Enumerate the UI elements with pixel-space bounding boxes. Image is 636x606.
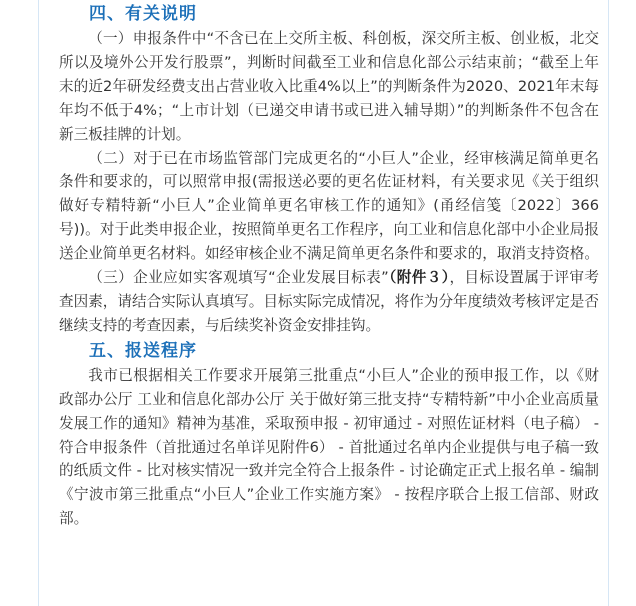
paragraph-notes-3-rest: ，目标设置属于评审考查因素，请结合实际认真填写。目标实际完成情况，将作为分年度绩效考核评定是否继续支持的考查因素，与后续奖补资金安排挂钩。 [59, 269, 599, 334]
left-border-line [38, 0, 39, 606]
section-heading-procedure: 五、报送程序 [89, 340, 197, 361]
right-border-line [608, 0, 609, 606]
section-heading-notes: 四、有关说明 [89, 4, 197, 24]
paragraph-notes-3-text: （三）企业应如实客观填写“企业发展目标表” [88, 269, 389, 287]
paragraph-notes-3 [59, 266, 599, 338]
paragraph-procedure-1: 我市已根据相关工作要求开展第三批重点“小巨人”企业的预申报工作，以《财政部办公厅 工业和信息化部办公厅 关于做好第三批支持“专精特新”中小企业高质量发展工作的通知》精神为基准，采取预申报 - 初审通过 - 对照佐证材料（电子稿） - 符合申报条件（首批通过名单详见附件6） - 首批通过名单内企业提供与电子稿一致的纸质文件 - 比对核实情况一致并完全符合上报条件 - 讨论确定正式上报名单 - 编制《宁波市第三批重点“小巨人”企业工作实施方案》 - 按程序联合上报工信部、财政部。 [59, 366, 599, 528]
paragraph-notes-1: （一）申报条件中“不含已在上交所主板、科创板，深交所主板、创业板，北交所以及境外公开发行股票”，判断时间截至工业和信息化部公示结束前；“截至上年末的近2年研发经费支出占营业收入比重4%以上”的判断条件为2020、2021年末每年均不低于4%；“上市计划（已递交申请书或已进入辅导期）”的判断条件不包含在新三板挂牌的计划。 [59, 30, 599, 143]
attachment-3-reference: （附件３） [388, 269, 450, 287]
paragraph-notes-2: （二）对于已在市场监管部门完成更名的“小巨人”企业，经审核满足简单更名条件和要求的，可以照常申报(需报送必要的更名佐证材料，有关要求见《关于组织做好专精特新“小巨人”企业简单更名审核工作的通知》(甬经信笺〔2022〕366号))。对于此类申报企业，按照简单更名工作程序，向工业和信息化部中小企业局报送企业简单更名材料。如经审核企业不满足简单更名条件和要求的，取消支持资格。 [59, 149, 599, 263]
document-body [59, 0, 599, 531]
